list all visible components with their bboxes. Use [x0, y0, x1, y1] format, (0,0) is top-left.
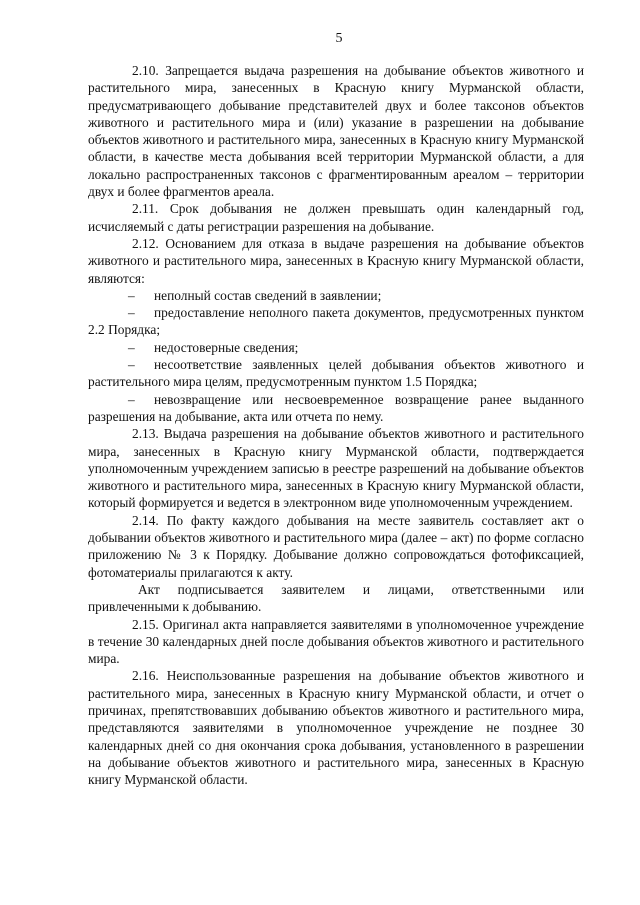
- paragraph-2-16: 2.16. Неиспользованные разрешения на добывание объектов животного и растительного мира, занесенных в Красную книгу Мурманской области, и отчет о причинах, препятствовавших добыванию объектов животного и растительного мира, представляются заявителями в уполномоченное учреждение не позднее 30 календарных дней со дня окончания срока добывания, установленного в разрешении на добывание объектов животного и растительного мира, занесенных в Красную книгу Мурманской области.: [88, 668, 584, 788]
- document-body: [88, 62, 584, 788]
- list-item: [88, 304, 584, 339]
- dash-marker: –: [128, 287, 135, 303]
- list-item-text: предоставление неполного пакета документов, предусмотренных пунктом 2.2 Порядка;: [88, 305, 584, 338]
- list-item-text: невозвращение или несвоевременное возвращение ранее выданного разрешения на добывание, акта или отчета по нему.: [88, 391, 584, 424]
- paragraph-act-signing: Акт подписывается заявителем и лицами, ответственными или привлеченными к добыванию.: [88, 581, 584, 615]
- paragraph-2-11: 2.11. Срок добывания не должен превышать один календарный год, исчисляемый с даты регистрации разрешения на добывание.: [88, 201, 584, 234]
- list-item: [88, 287, 584, 304]
- list-item-text: несоответствие заявленных целей добывания объектов животного и растительного мира целям, предусмотренным пунктом 1.5 Порядка;: [88, 357, 584, 390]
- dash-marker: –: [128, 357, 135, 373]
- paragraph-2-14: 2.14. По факту каждого добывания на месте заявитель составляет акт о добывании объектов животного и растительного мира (далее – акт) по форме согласно приложению № 3 к Порядку. Добывание должно сопровождаться фотофиксацией, фотоматериалы прилагаются к акту.: [88, 512, 584, 580]
- list-item: [88, 356, 584, 391]
- page-number: 5: [335, 31, 343, 46]
- paragraph-2-13: 2.13. Выдача разрешения на добывание объектов животного и растительного мира, занесенных в Красную книгу Мурманской области, подтверждается уполномоченным учреждением записью в реестре разрешений на добывание объектов животного и растительного мира, занесенных в Красную книгу Мурманской области, который формируется и ведется в электронном виде уполномоченным учреждением.: [88, 426, 584, 511]
- dash-marker: –: [128, 339, 135, 355]
- list-item: [88, 339, 584, 356]
- list-item-text: неполный состав сведений в заявлении;: [154, 287, 382, 303]
- paragraph-2-15: 2.15. Оригинал акта направляется заявителями в уполномоченное учреждение в течение 30 календарных дней после добывания объектов животного и растительного мира.: [88, 616, 584, 667]
- list-item-text: недостоверные сведения;: [154, 339, 299, 355]
- list-item: [88, 391, 584, 426]
- dash-marker: –: [128, 305, 135, 321]
- paragraph-2-12: 2.12. Основанием для отказа в выдаче разрешения на добывание объектов животного и растительного мира, занесенных в Красную книгу Мурманской области, являются:: [88, 235, 584, 286]
- dash-marker: –: [128, 391, 135, 407]
- paragraph-2-10: 2.10. Запрещается выдача разрешения на добывание объектов животного и растительного мира, занесенных в Красную книгу Мурманской области, предусматривающего добывание представителей двух и более таксонов объектов животного и растительного мира и (или) указание в разрешении на добывание объектов животного и растительного мира, занесенных в Красную книгу Мурманской области, в качестве места добывания всей территории Мурманской области, а для локально распространенных таксонов с фрагментированным ареалом – территории двух и более фрагментов ареала.: [88, 63, 584, 200]
